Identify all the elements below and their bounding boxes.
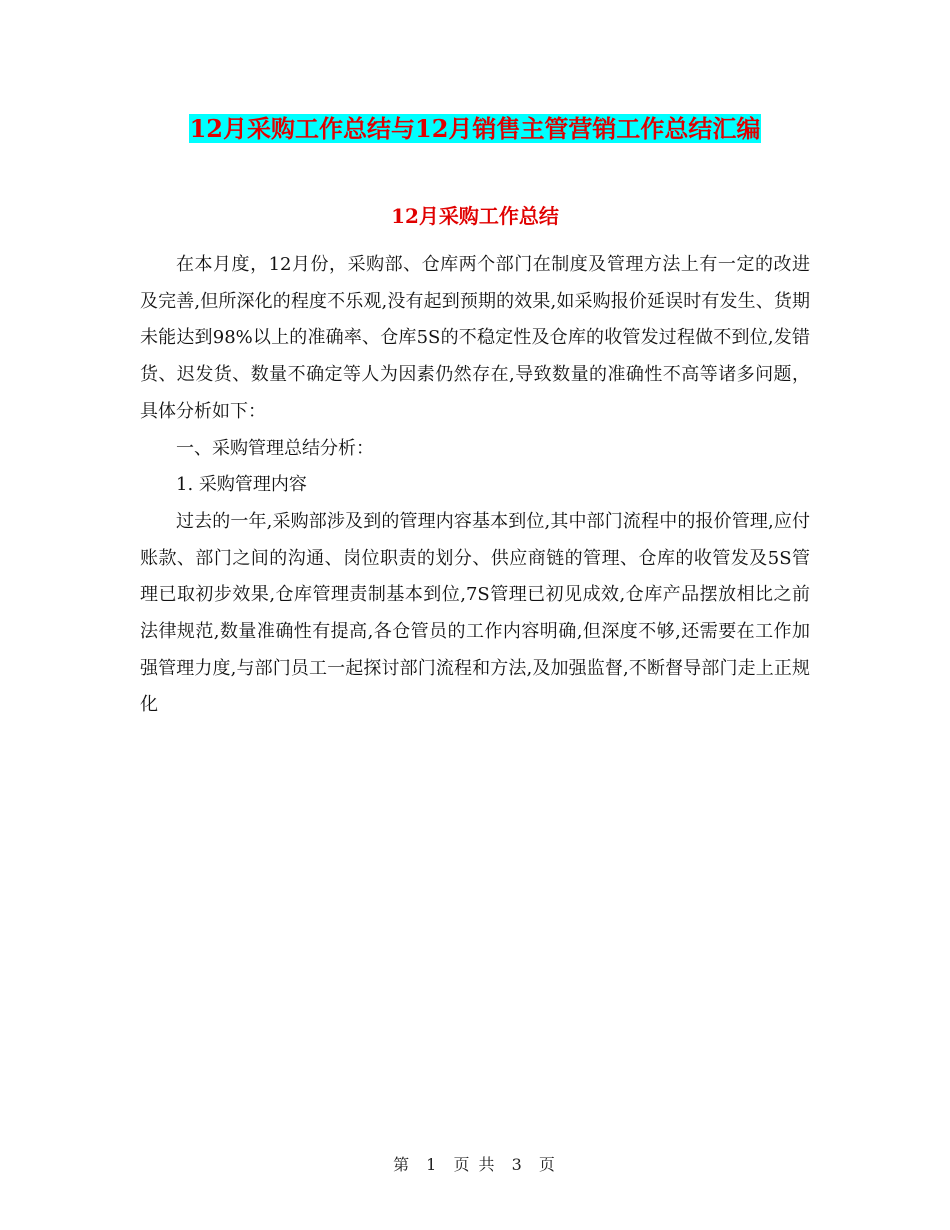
document-body bbox=[140, 247, 810, 724]
heading-procurement-content: 1. 采购管理内容 bbox=[176, 474, 307, 496]
footer-suffix: 页 bbox=[538, 1155, 557, 1174]
section-title: 12月采购工作总结 bbox=[391, 204, 559, 228]
page-footer bbox=[0, 1153, 950, 1177]
paragraph-intro: 在本月度，12月份，采购部、仓库两个部门在制度及管理方法上有一定的改进及完善,但所深化的程度不乐观,没有起到预期的效果,如采购报价延误时有发生、货期未能达到98%以上的准确率、仓库5S的不稳定性及仓库的收管发过程做不到位,发错货、迟发货、数量不确定等人为因素仍然存在,导致数量的准确性不高等诸多问题，具体分析如下： bbox=[140, 254, 810, 422]
footer-middle: 页 共 bbox=[453, 1155, 497, 1174]
document-title bbox=[0, 111, 950, 147]
document-title-text: 12月采购工作总结与12月销售主管营销工作总结汇编 bbox=[189, 114, 761, 143]
footer-page-number: 1 bbox=[426, 1155, 439, 1174]
paragraph-procurement-content: 过去的一年,采购部涉及到的管理内容基本到位,其中部门流程中的报价管理,应付账款、部门之间的沟通、岗位职责的划分、供应商链的管理、仓库的收管发及5S管理已取初步效果,仓库管理责制基本到位,7S管理已初见成效,仓库产品摆放相比之前法律规范,数量准确性有提高,各仓管员的工作内容明确,但深度不够,还需要在工作加强管理力度,与部门员工一起探讨部门流程和方法,及加强监督,不断督导部门走上正规化 bbox=[140, 510, 810, 716]
footer-prefix: 第 bbox=[393, 1155, 412, 1174]
footer-total-pages: 3 bbox=[511, 1155, 524, 1174]
heading-procurement-analysis: 一、采购管理总结分析： bbox=[176, 437, 374, 459]
